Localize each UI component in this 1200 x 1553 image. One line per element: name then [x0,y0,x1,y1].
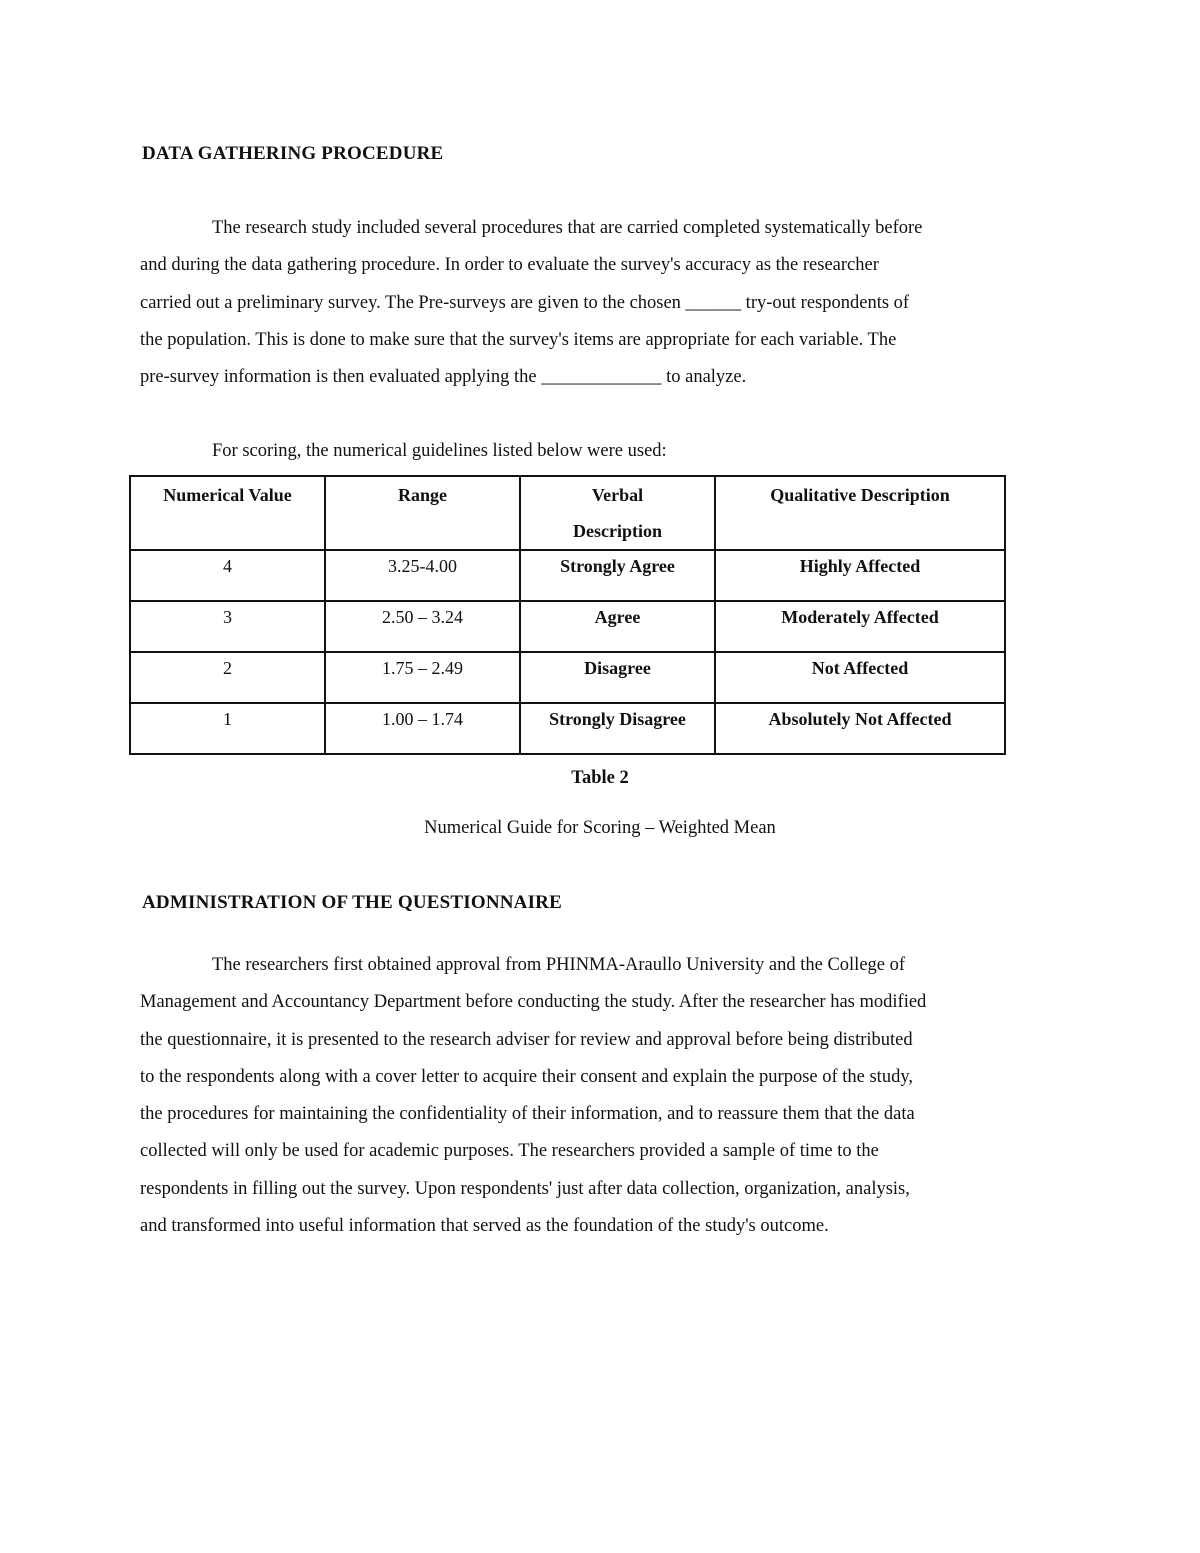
cell-qualitative-description: Absolutely Not Affected [715,703,1005,754]
cell-range: 1.75 – 2.49 [325,652,520,703]
cell-numerical-value: 1 [130,703,325,754]
cell-range: 1.00 – 1.74 [325,703,520,754]
scoring-intro-text: For scoring, the numerical guidelines listed below were used: [212,441,667,461]
paragraph-data-gathering [140,210,1070,396]
paragraph-administration [140,947,1070,1245]
paragraph-line: The researchers first obtained approval from PHINMA-Araullo University and the College of [212,955,906,975]
paragraph-line: and transformed into useful information that served as the foundation of the study's outcome. [140,1216,829,1237]
table-header-row [130,476,1005,550]
cell-numerical-value: 2 [130,652,325,703]
header-numerical-value: Numerical Value [130,476,325,550]
paragraph-line: Management and Accountancy Department before conducting the study. After the researcher has modified [140,992,927,1013]
cell-range: 2.50 – 3.24 [325,601,520,652]
paragraph-line: pre-survey information is then evaluated applying the _____________ to analyze. [140,367,747,388]
paragraph-line: collected will only be used for academic purposes. The researchers provided a sample of time to the [140,1141,879,1162]
cell-verbal-description: Agree [520,601,715,652]
cell-range: 3.25-4.00 [325,550,520,601]
paragraph-line: the questionnaire, it is presented to the research adviser for review and approval before being distributed [140,1029,913,1050]
header-verbal-description-label: Verbal Description [573,485,662,541]
table-row [130,652,1005,703]
cell-numerical-value: 4 [130,550,325,601]
paragraph-line: and during the data gathering procedure. In order to evaluate the survey's accuracy as the researcher [140,255,879,276]
section-heading-data-gathering: DATA GATHERING PROCEDURE [142,143,444,164]
cell-verbal-description: Disagree [520,652,715,703]
cell-qualitative-description: Moderately Affected [715,601,1005,652]
paragraph-line: the procedures for maintaining the confidentiality of their information, and to reassure them that the data [140,1104,915,1125]
cell-verbal-description: Strongly Agree [520,550,715,601]
scoring-table [129,475,1006,755]
header-range: Range [325,476,520,550]
section-heading-administration: ADMINISTRATION OF THE QUESTIONNAIRE [142,892,562,913]
table-caption-title: Numerical Guide for Scoring – Weighted Mean [424,818,776,838]
paragraph-line: the population. This is done to make sure that the survey's items are appropriate for each variable. The [140,329,897,350]
cell-qualitative-description: Not Affected [715,652,1005,703]
header-qualitative-description: Qualitative Description [715,476,1005,550]
paragraph-line: respondents in filling out the survey. Upon respondents' just after data collection, organization, analysis, [140,1178,910,1199]
table-row [130,601,1005,652]
paragraph-line: carried out a preliminary survey. The Pre-surveys are given to the chosen ______ try-out respondents of [140,292,910,313]
table-row [130,550,1005,601]
header-verbal-description [520,476,715,550]
cell-numerical-value: 3 [130,601,325,652]
table-caption-label: Table 2 [571,768,629,788]
table-row [130,703,1005,754]
cell-qualitative-description: Highly Affected [715,550,1005,601]
paragraph-line: The research study included several procedures that are carried completed systematically before [212,218,923,238]
paragraph-line: to the respondents along with a cover letter to acquire their consent and explain the purpose of the study, [140,1066,913,1087]
cell-verbal-description: Strongly Disagree [520,703,715,754]
